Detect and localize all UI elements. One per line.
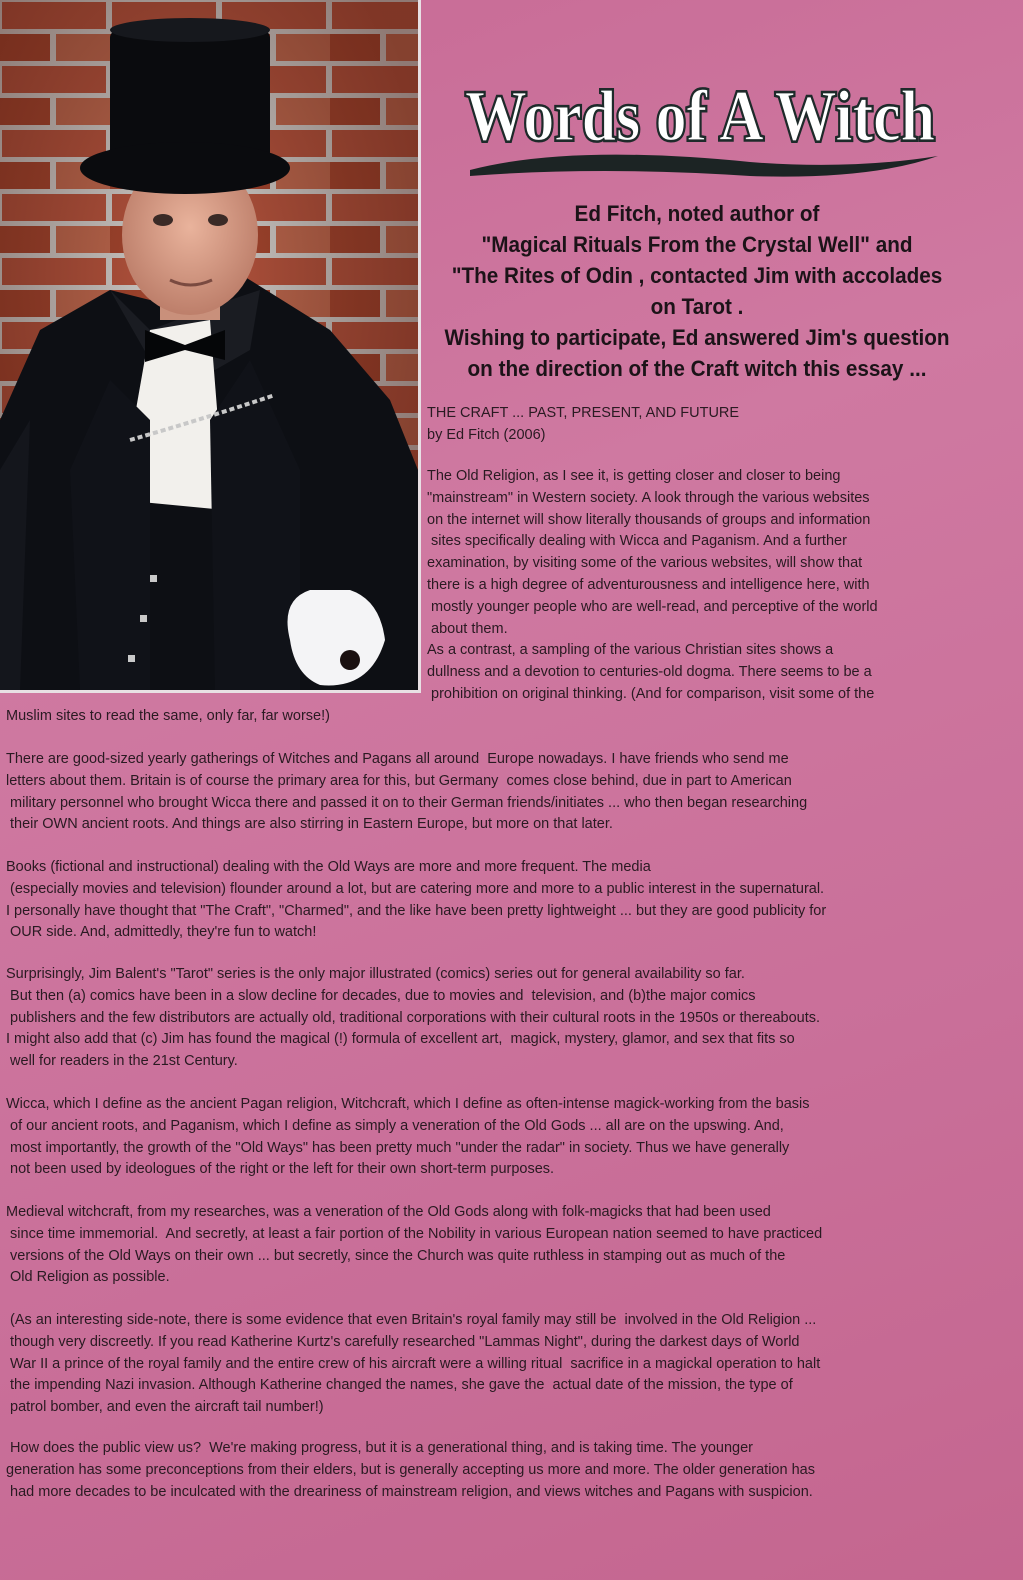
author-photo	[0, 0, 421, 693]
intro-line: on Tarot .	[650, 294, 744, 319]
essay-line: letters about them. Britain is of course the primary area for this, but Germany comes close behind, due in part to American	[6, 772, 792, 789]
essay-line: patrol bomber, and even the aircraft tail number!)	[6, 1399, 324, 1416]
essay-paragraph	[6, 1094, 1006, 1181]
essay-heading	[427, 402, 987, 446]
essay-line: versions of the Old Ways on their own ... but secretly, since the Church was quite ruthless in stamping out as much of the	[6, 1247, 786, 1264]
essay-line: dullness and a devotion to centuries-old dogma. There seems to be a	[427, 664, 872, 681]
title-text-outline: Words of A Witch	[465, 76, 935, 156]
essay-line: sites specifically dealing with Wicca and Paganism. And a further	[427, 533, 847, 550]
essay-paragraph	[6, 1438, 1006, 1503]
essay-line: mostly younger people who are well-read, and perceptive of the world	[427, 598, 878, 615]
essay-line: examination, by visiting some of the various websites, will show that	[427, 555, 863, 572]
title-underline-swoosh	[470, 155, 938, 177]
intro-line: Ed Fitch, noted author of	[574, 201, 820, 226]
essay-line: military personnel who brought Wicca there and passed it on to their German friends/initiates ... who then began researching	[6, 794, 808, 811]
essay-line: (especially movies and television) flounder around a lot, but are catering more and more to a public interest in the supernatural.	[6, 880, 825, 897]
essay-line: Surprisingly, Jim Balent's "Tarot" series is the only major illustrated (comics) series out for general availability so far.	[6, 966, 745, 982]
essay-paragraph	[6, 964, 1006, 1073]
essay-line: As a contrast, a sampling of the various Christian sites shows a	[427, 642, 834, 659]
essay-line: War II a prince of the royal family and the entire crew of his aircraft were a willing ritual sacrifice in a magickal operation to halt	[6, 1355, 821, 1372]
essay-line: But then (a) comics have been in a slow decline for decades, due to movies and television, and (b)the major comics	[6, 987, 756, 1004]
essay-line: OUR side. And, admittedly, they're fun to watch!	[6, 924, 317, 941]
essay-line: Muslim sites to read the same, only far, far worse!)	[6, 708, 330, 724]
essay-line: well for readers in the 21st Century.	[6, 1053, 238, 1070]
essay-line: How does the public view us? We're making progress, but it is a generational thing, and is taking time. The younger	[6, 1440, 753, 1456]
essay-paragraph	[6, 857, 1006, 944]
essay-line: (As an interesting side-note, there is some evidence that even Britain's royal family may still be involved in the Old Religion ...	[6, 1312, 817, 1328]
intro-block	[444, 198, 950, 384]
essay-line: I might also add that (c) Jim has found the magical (!) formula of excellent art, magick, mystery, glamor, and sex that fits so	[6, 1031, 795, 1048]
essay-byline: by Ed Fitch (2006)	[427, 427, 546, 443]
essay-line: Wicca, which I define as the ancient Pagan religion, Witchcraft, which I define as often-intense magick-working from the basis	[6, 1096, 810, 1112]
essay-line: There are good-sized yearly gatherings of Witches and Pagans all around Europe nowadays. I have friends who send me	[6, 751, 789, 767]
essay-line: prohibition on original thinking. (And for comparison, visit some of the	[427, 685, 875, 702]
essay-line: since time immemorial. And secretly, at least a fair portion of the Nobility in various European nation seemed to have practiced	[6, 1225, 823, 1242]
essay-paragraph	[6, 706, 1006, 728]
essay-line: their OWN ancient roots. And things are also stirring in Eastern Europe, but more on that later.	[6, 816, 613, 833]
essay-line: not been used by ideologues of the right or the left for their own short-term purposes.	[6, 1161, 555, 1178]
intro-line: "Magical Rituals From the Crystal Well" and	[481, 232, 913, 257]
essay-line: had more decades to be inculcated with the dreariness of mainstream religion, and views witches and Pagans with suspicion.	[6, 1483, 813, 1500]
essay-line: of our ancient roots, and Paganism, which I define as simply a veneration of the Old Gods ... all are on the upswing. And,	[6, 1117, 784, 1134]
intro-line: Wishing to participate, Ed answered Jim's question	[444, 325, 950, 350]
essay-line: though very discreetly. If you read Katherine Kurtz's carefully researched "Lammas Night", during the darkest days of World	[6, 1333, 800, 1350]
essay-paragraph	[6, 1202, 1006, 1289]
essay-paragraph	[6, 749, 1006, 836]
essay-line: publishers and the few distributors are actually old, traditional corporations with their cultural roots in the 1950s or thereabouts.	[6, 1009, 821, 1026]
essay-title: THE CRAFT ... PAST, PRESENT, AND FUTURE	[427, 405, 740, 421]
title-text: Words of A Witch	[465, 76, 935, 156]
intro-line: "The Rites of Odin , contacted Jim with accolades	[451, 263, 943, 288]
essay-column-text	[427, 466, 987, 706]
essay-line: the impending Nazi invasion. Although Katherine changed the names, she gave the actual date of the mission, the type of	[6, 1377, 793, 1394]
intro-line: on the direction of the Craft witch this essay ...	[467, 356, 927, 381]
essay-line: most importantly, the growth of the "Old Ways" has been pretty much "under the radar" in society. Thus we have generally	[6, 1139, 790, 1156]
essay-line: The Old Religion, as I see it, is getting closer and closer to being	[427, 468, 841, 484]
essay-line: Medieval witchcraft, from my researches, was a veneration of the Old Gods along with folk-magicks that had been used	[6, 1204, 771, 1220]
essay-line: I personally have thought that "The Craft", "Charmed", and the like have been pretty lightweight ... but they are good publicity for	[6, 902, 827, 919]
essay-line: on the internet will show literally thousands of groups and information	[427, 511, 871, 528]
essay-line: generation has some preconceptions from their elders, but is generally accepting us more and more. The older generation has	[6, 1461, 815, 1478]
essay-paragraph	[6, 1310, 1006, 1419]
essay-line: there is a high degree of adventurousness and intelligence here, with	[427, 576, 870, 593]
essay-line: Books (fictional and instructional) dealing with the Old Ways are more and more frequent. The media	[6, 859, 651, 875]
essay-line: about them.	[427, 620, 508, 637]
essay-line: "mainstream" in Western society. A look through the various websites	[427, 489, 870, 506]
essay-line: Old Religion as possible.	[6, 1269, 170, 1286]
title-logo	[450, 58, 950, 188]
